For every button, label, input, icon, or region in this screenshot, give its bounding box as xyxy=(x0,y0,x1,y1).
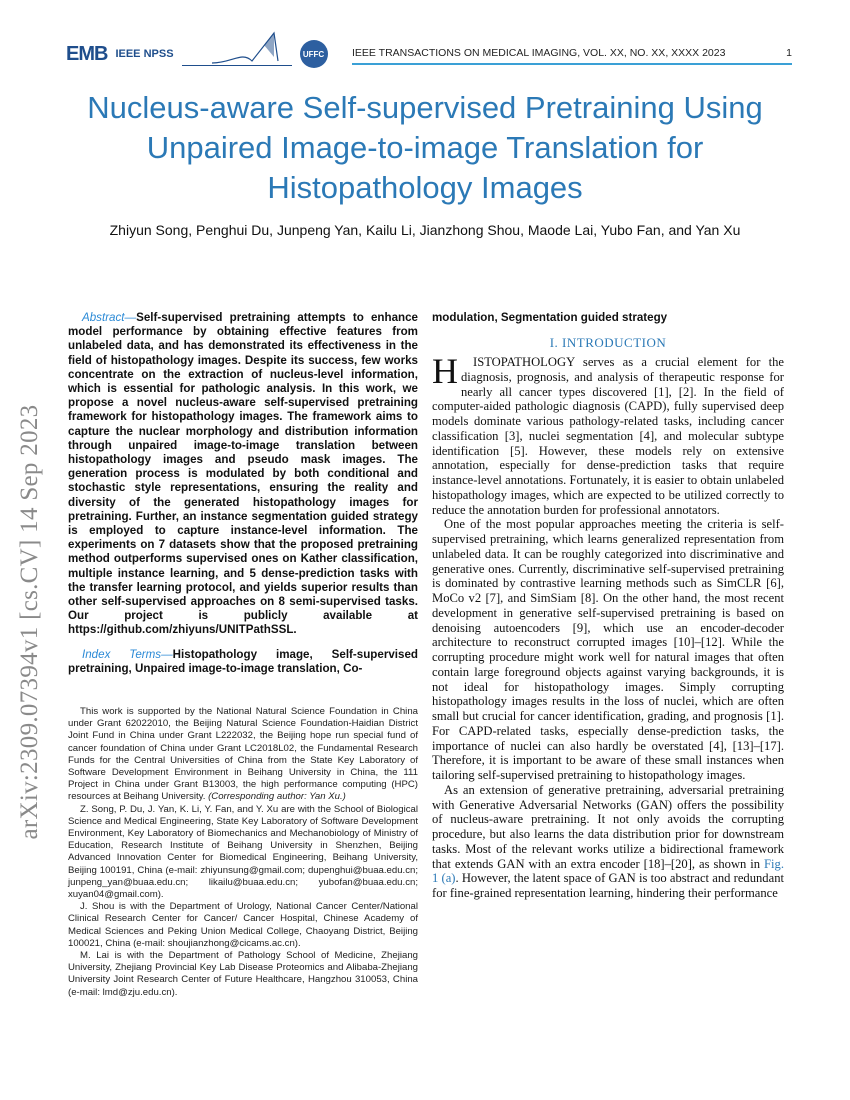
funding-text: This work is supported by the National Natural Science Foundation in China under Grant 62022010, the Beijing Natural Science Foundation-Haidian District Joint Fund in China under Grant L222032, the Beijing hope run special fund of cancer foundation of China under Grant LC2018L02, the Fundamental Research Funds for the Central Universities of China from the State Key Laboratory of Software Development Environment in Beihang University in China, the 111 Project in China under Grant B13003, the high performance computing (HPC) resources at Beihang University. xyxy=(68,706,418,803)
arxiv-stamp: arXiv:2309.07394v1 [cs.CV] 14 Sep 2023 xyxy=(16,404,43,840)
paper-title: Nucleus-aware Self-supervised Pretraining Using Unpaired Image-to-image Translation for Histopathology Images xyxy=(87,90,763,205)
section-heading-introduction: I. INTRODUCTION xyxy=(549,335,667,351)
intro-p3-text: As an extension of generative pretraining, adversarial pretraining with Generative Adversarial Networks (GAN) offers the possibility of nucleus-aware pretraining. It not only avoids the corrupting procedure, but also learns the data distribution prior for downstream tasks. Most of the relevant works utilize a bidirectional framework that extends GAN with an extra encoder [18]–[20], as shown in xyxy=(432,782,784,871)
intro-p3-text-end: . However, the latent space of GAN is too abstract and redundant for fine-grained representation learning, hindering their performance xyxy=(432,871,784,901)
corresponding-author: (Corresponding author: Yan Xu.) xyxy=(208,791,346,803)
npss-logo: IEEE NPSS xyxy=(115,47,174,60)
footnotes xyxy=(68,706,418,999)
affiliation-footnote: M. Lai is with the Department of Pathology School of Medicine, Zhejiang University, Zhejiang Provincial Key Lab Disease Proteomics and Alibaba-Zhejiang University Joint Research Center of Future Healthcare, Hangzhou 310053, China (e-mail: lmd@zju.edu.cn). xyxy=(68,950,418,998)
funding-footnote xyxy=(68,706,418,804)
author-list: Zhiyun Song, Penghui Du, Junpeng Yan, Kailu Li, Jianzhong Shou, Maode Lai, Yubo Fan, and Yan Xu xyxy=(109,222,741,238)
page-number: 1 xyxy=(786,47,792,59)
affiliation-footnote: Z. Song, P. Du, J. Yan, K. Li, Y. Fan, and Y. Xu are with the School of Biological Science and Medical Engineering, State Key Laboratory of Software Development Environment, Key Laboratory of Biomechanics and Mechanobiology of Ministry of Education, Research Institute of Beihang University in Shenzhen, Beijing Advanced Innovation Center for Biomedical Engineering, Beihang University, Beijing 100191, China (e-mail: zhiyunsung@gmail.com; dupenghui@buaa.edu.cn; junpeng_yan@buaa.edu.cn; likailu@buaa.edu.cn; yubofan@buaa.edu.cn; xuyan04@gmail.com). xyxy=(68,803,418,901)
intro-p1-text: ISTOPATHOLOGY serves as a crucial element for the diagnosis, prognosis, and analysis of therapeutic response for nearly all cancer types discovered [1], [2]. In the field of computer-aided pathologic diagnosis (CAPD), fully supervised deep models dominate various pathology-related tasks, including cancer classification [3], nuclei segmentation [4], and molecular subtype identification [5]. However, these models rely on extensive annotation, especially for dense-prediction tasks that require instance-level annotations. Fortunately, it is easier to obtain unlabeled histopathology images, which are expected to be utilized correctly to reduce the annotation burden for professional annotators. xyxy=(432,355,784,517)
figure-link[interactable]: Fig. 1 (a) xyxy=(432,856,784,886)
index-terms xyxy=(68,648,418,676)
journal-info: IEEE TRANSACTIONS ON MEDICAL IMAGING, VOL. XX, NO. XX, XXXX 2023 xyxy=(352,47,726,59)
abstract-text: Self-supervised pretraining attempts to enhance model performance by obtaining effective features from unlabeled data, and has demonstrated its effectiveness in the field of histopathology images. Despite its success, few works concentrate on the extraction of nucleus-level information, which is essential for pathologic analysis. In this work, we propose a novel nucleus-aware self-supervised pretraining framework for histopathology images. The framework aims to capture the nuclear morphology and distribution information through unpaired image-to-image translation between histopathology images and pseudo mask images. The generation process is modulated by both conditional and stochastic style representations, ensuring the reality and diversity of the generated histopathology images for pretraining. Further, an instance segmentation guided strategy is employed to capture instance-level information. The experiments on 7 datasets show that the proposed pretraining method outperforms supervised ones on Kather classification, multiple instance learning, and 5 dense-prediction tasks with the transfer learning protocol, and yields superior results than other self-supervised approaches on 8 semi-supervised tasks. Our project is publicly available at https://github.com/zhiyuns/UNITPathSSL. xyxy=(68,311,418,637)
intro-paragraph: One of the most popular approaches meeting the criteria is self-supervised pretraining, which learns generalized representation from unlabeled data. It can be roughly categorized into discriminative and generative ones. Currently, discriminative self-supervised pretraining is dominated by contrastive learning methods such as SimCLR [6], MoCo v2 [7], and SimSiam [8]. On the other hand, the most recent development in generative self-supervised pretraining is based on denoising autoencoders [9], which use an encoder-decoder architecture to reconstruct corrupted images [10]–[12]. While the corrupting procedure might work well for natural images that often contain large foreground objects against varying backgrounds, it is not ideal for histopathology images. Simply corrupting histopathology images results in the loss of nuclei, which are often small but crucial for cancer identification, grading, and prognosis [1]. For CAPD-related tasks, especially dense-prediction tasks, the importance of nuclei can also hardly be overstated [4], [13]–[17]. Therefore, it is important to be aware of these small instances when tailoring self-supervised pretraining to histopathology images. xyxy=(432,517,784,783)
emb-logo: EMB xyxy=(66,42,108,65)
abstract xyxy=(68,311,418,638)
left-column xyxy=(68,311,418,676)
intro-paragraph xyxy=(432,783,784,901)
index-terms-label: Index Terms— xyxy=(82,647,173,661)
affiliation-footnote: J. Shou is with the Department of Urology, National Cancer Center/National Clinical Research Center for Cancer/ Cancer Hospital, Chinese Academy of Medical Sciences and Peking Union Medical College, Chaoyang District, Beijing 100021, China (e-mail: shoujianzhong@cicams.ac.cn). xyxy=(68,901,418,949)
intro-paragraph xyxy=(432,351,784,517)
right-column xyxy=(432,311,784,901)
abstract-label: Abstract— xyxy=(82,311,137,324)
publisher-logos xyxy=(66,36,341,72)
running-header xyxy=(352,47,792,65)
index-terms-continued: modulation, Segmentation guided strategy xyxy=(432,311,668,324)
uffc-logo: UFFC xyxy=(300,40,328,68)
sps-logo xyxy=(182,43,292,66)
drop-cap: H xyxy=(432,351,458,392)
index-terms-text: Histopathology image, Self-supervised pretraining, Unpaired image-to-image translation, Co- xyxy=(68,647,418,675)
